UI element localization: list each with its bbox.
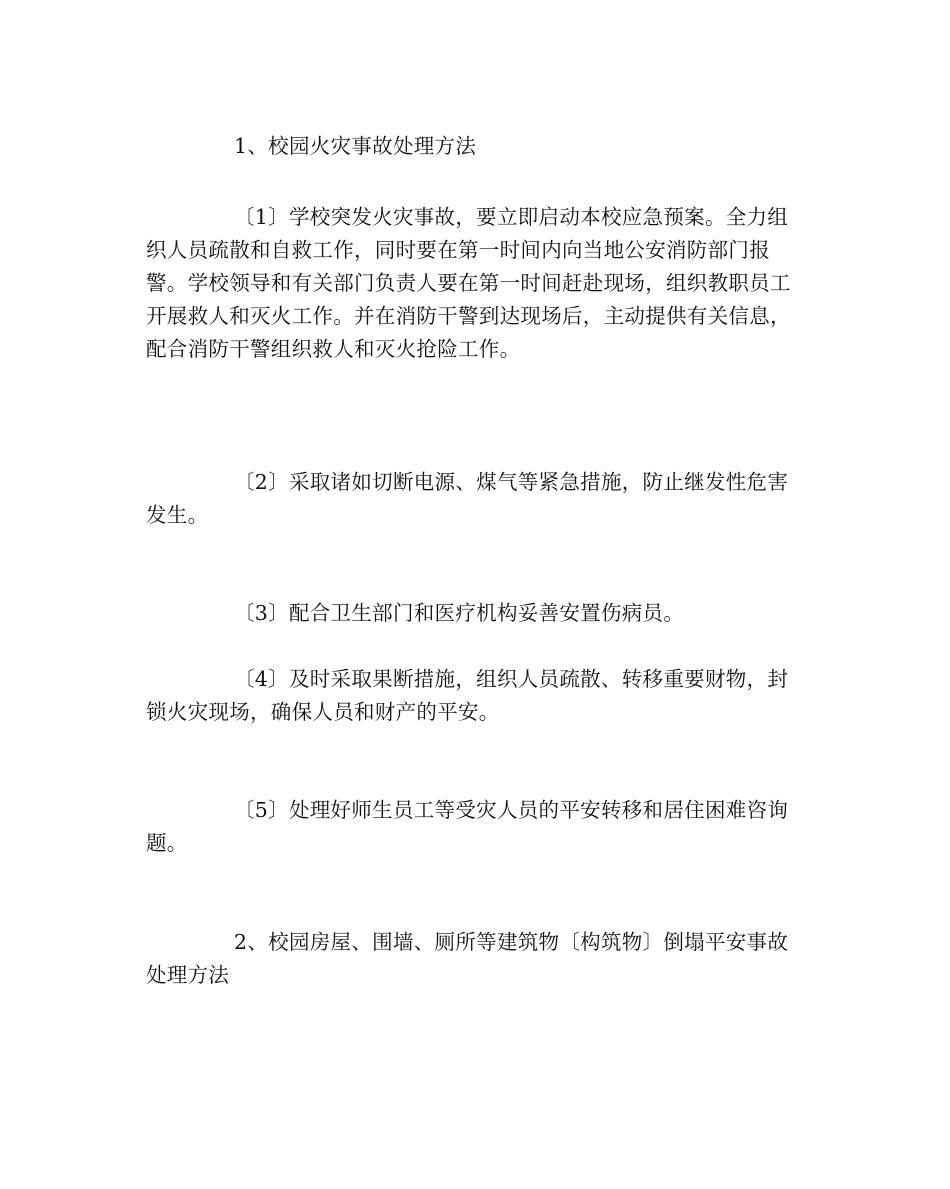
- section-heading-fire: 1、校园火灾事故处理方法: [234, 134, 477, 158]
- paragraph-item-4: 〔4〕及时采取果断措施，组织人员疏散、转移重要财物，封锁火灾现场，确保人员和财产的平安。: [146, 667, 789, 724]
- paragraph-item-5: 〔5〕处理好师生员工等受灾人员的平安转移和居住困难咨询题。: [146, 798, 789, 855]
- paragraph-item-2: 〔2〕采取诸如切断电源、煤气等紧急措施，防止继发性危害发生。: [146, 470, 789, 527]
- paragraph-item-1: 〔1〕学校突发火灾事故，要立即启动本校应急预案。全力组织人员疏散和自救工作，同时要在第一时间内向当地公安消防部门报警。学校领导和有关部门负责人要在第一时间赶赴现场，组织教职员工开展救人和灭火工作。并在消防干警到达现场后，主动提供有关信息，配合消防干警组织救人和灭火抢险工作。: [146, 205, 791, 361]
- paragraph-item-3: 〔3〕配合卫生部门和医疗机构妥善安置伤病员。: [234, 601, 685, 625]
- section-heading-collapse: 2、校园房屋、围墙、厕所等建筑物〔构筑物〕倒塌平安事故处理方法: [146, 930, 789, 987]
